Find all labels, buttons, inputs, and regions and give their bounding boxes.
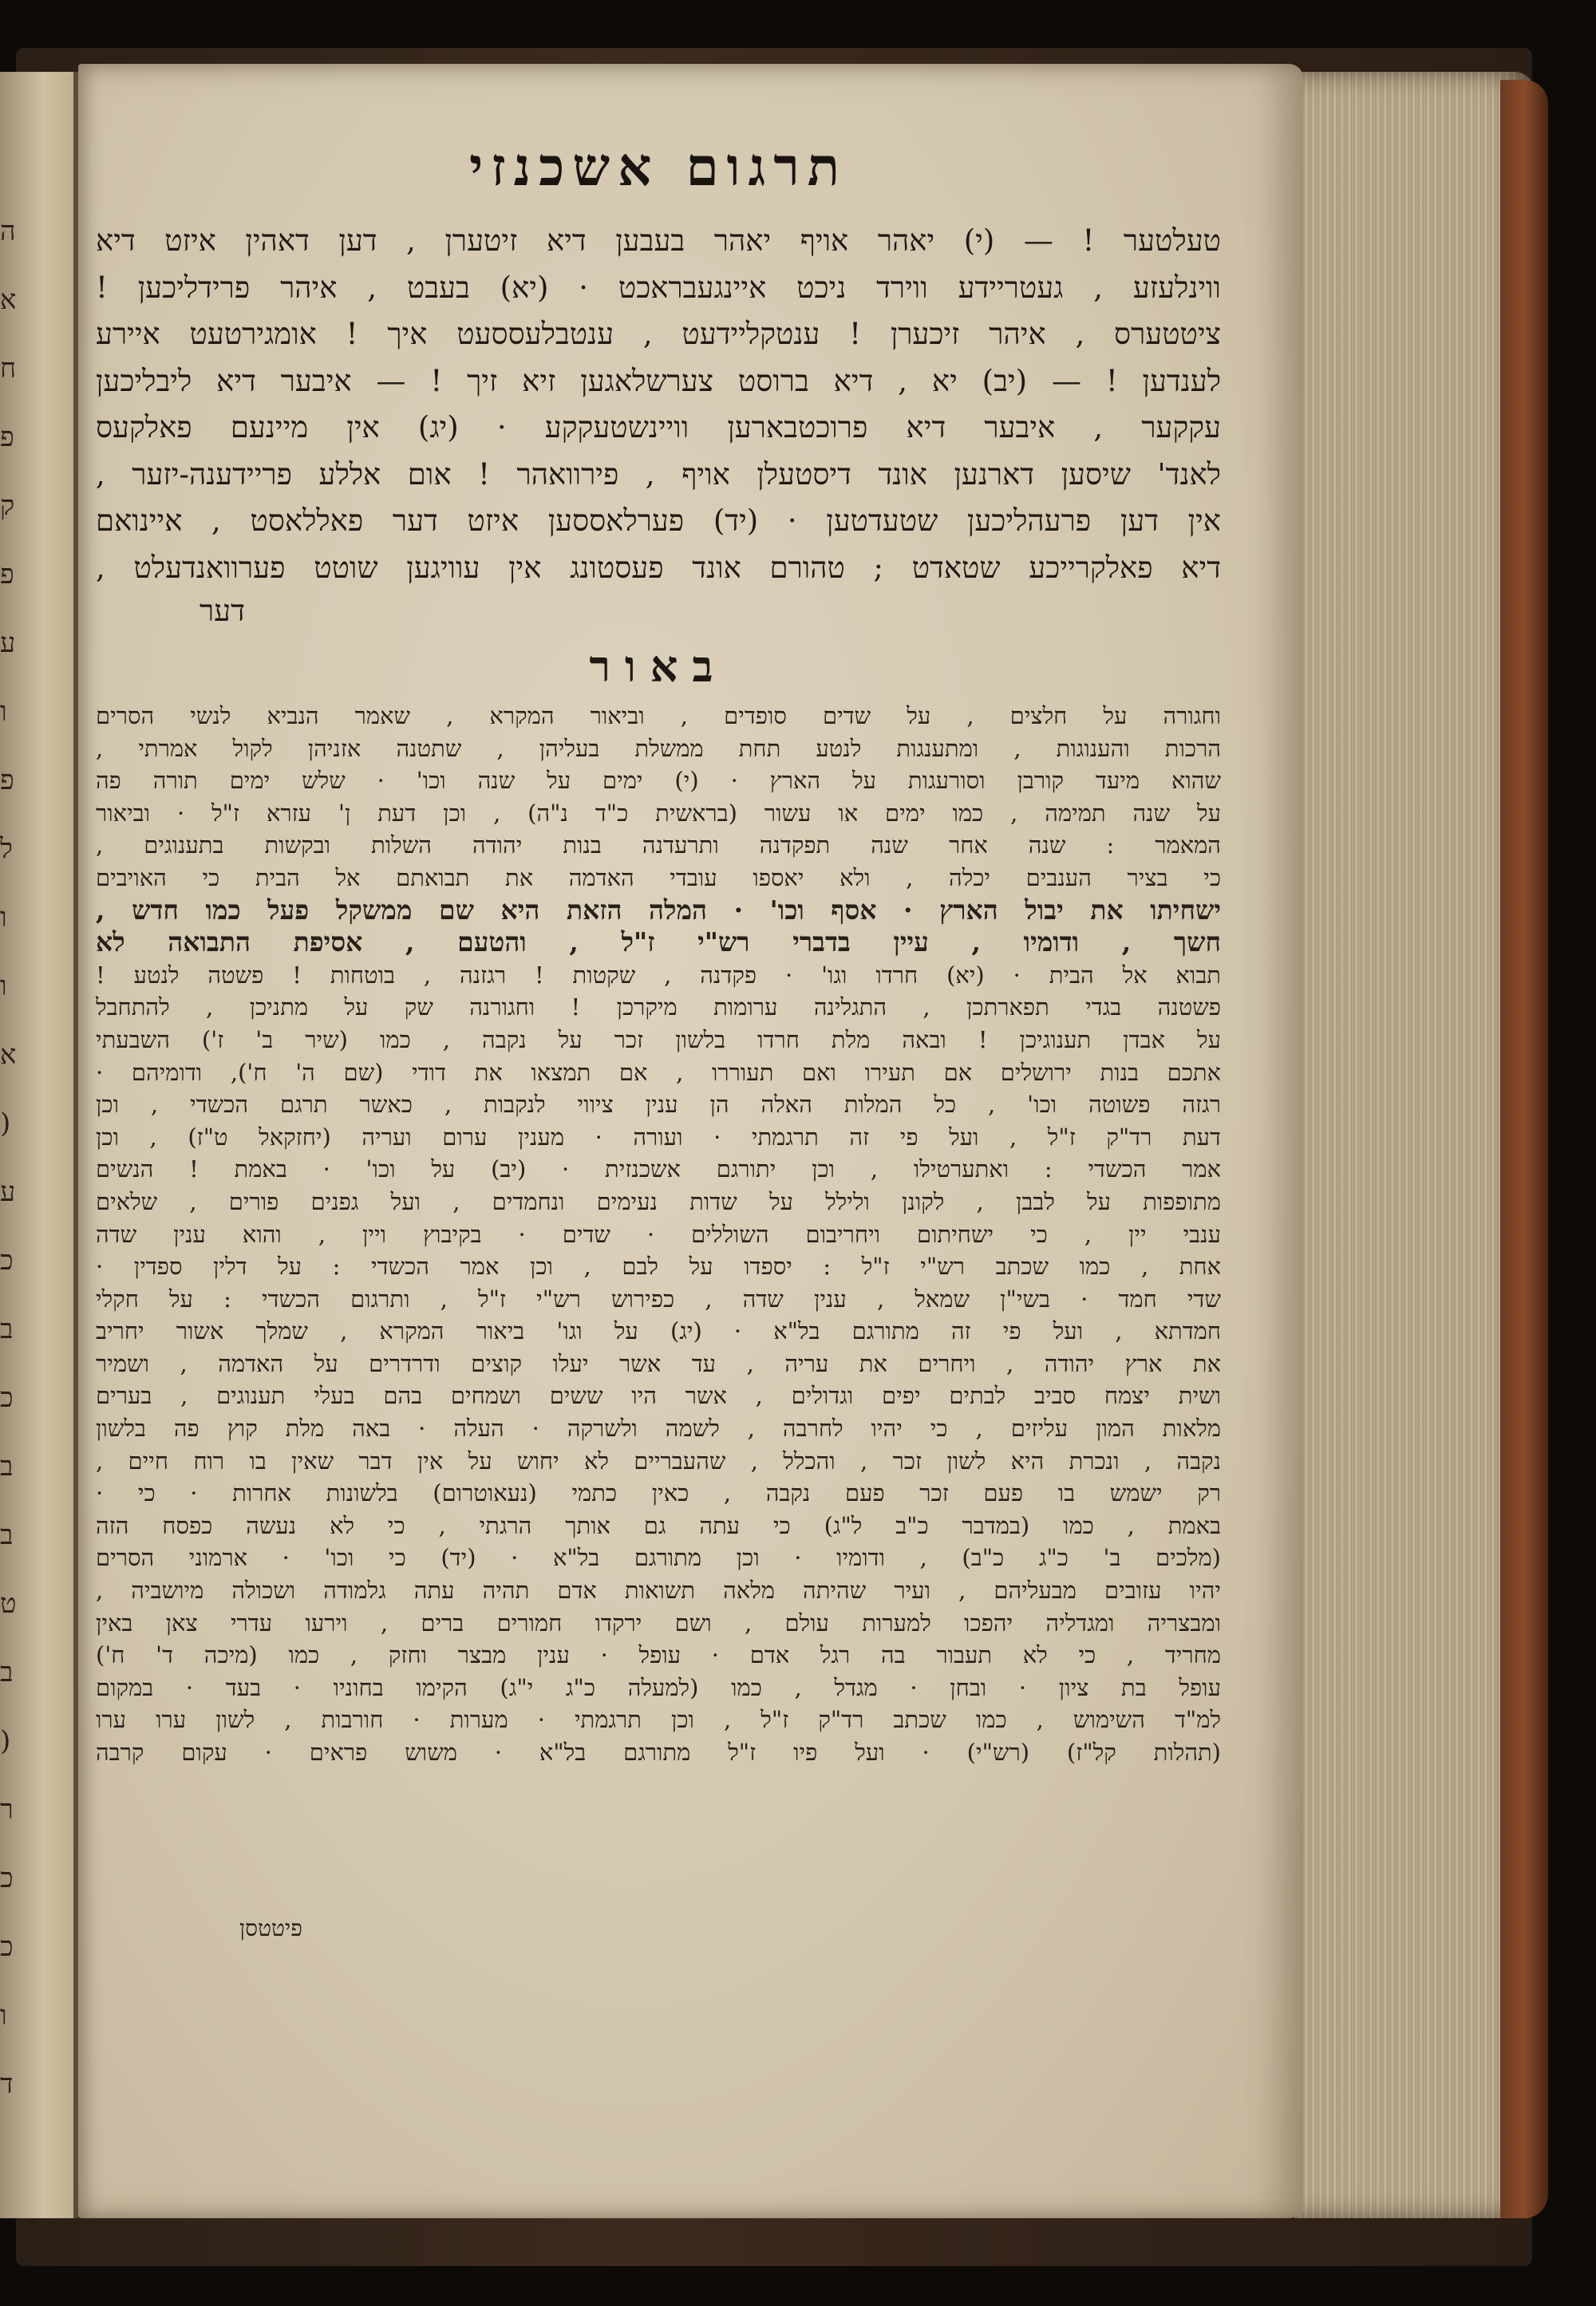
commentary-line: הרכות והענוגות , ומתענגות לנטע תחת ממשלת בעליהן , שתטנה אזניהן לקול אמרתי , bbox=[96, 734, 1221, 762]
commentary-line: את ארץ יהודה , ויחרים את עריה , עד אשר יעלו קוצים ודרדרים על האדמה , ושמיר bbox=[96, 1349, 1221, 1377]
translation-line: לענדען ! — (יב) יא , דיא ברוסט צערשלאגען זיא זיך ! — איבער דיא ליבליכען bbox=[96, 363, 1221, 398]
commentary-line: יהיו עזובים מבעליהם , ועיר שהיתה מלאה תשואות אדם תהיה עתה גלמודה ושכולה מיושביה , bbox=[96, 1577, 1221, 1605]
left-page-letter: ה bbox=[0, 215, 16, 247]
left-page-letter: ק bbox=[0, 490, 15, 522]
commentary-line: שהוא מיעד קורבן וסורעגות על הארץ · (י) ימים על שנה וכו' · שלש ימים תורה פה bbox=[96, 767, 1221, 795]
left-page-letter: פ bbox=[0, 421, 14, 453]
translation-line: עקקער , איבער דיא פרוכטבארען וויינשטעקקע · (יג) אין מיינעם פאלקעס bbox=[96, 410, 1221, 444]
commentary-line: תבוא אל הבית · (יא) חרדו וגו' · פקדנה , שקטות ! רגזנה , בוטחות ! פשטה לנטע ! bbox=[96, 961, 1221, 989]
left-page-letter: ע bbox=[0, 627, 16, 659]
left-page-letter: ו bbox=[0, 696, 7, 728]
commentary-line: באמת , כמו (במדבר כ"ב ל"ג) כי עתה גם אותך הרגתי , כי לא נעשה כפסח הזה bbox=[96, 1511, 1221, 1539]
book-spine bbox=[1500, 80, 1548, 2218]
commentary-line: נקבה , ונכרת היא לשון זכר , והכלל , שהעבריים לא יחוש על אין דבר שאין בו רוח חיים , bbox=[96, 1447, 1221, 1475]
translation-line: ציטטערס , איהר זיכערן ! ענטקליידעט , ענטבלעססעט איך ! אומגירטעט איירע bbox=[96, 317, 1221, 351]
left-page-letter: ב bbox=[0, 1313, 14, 1345]
left-page-letter: כ bbox=[0, 1862, 14, 1894]
commentary-catchword: פיטטסן bbox=[239, 1915, 302, 1941]
commentary-line: חשך , ודומיו , עיין בדברי רש"י ז"ל , והטעם , אסיפת התבואה לא bbox=[96, 926, 1221, 958]
commentary-line: ענבי יין , כי ישחיתום ויחריבום השוללים · שדים · בקיבוץ ויין , והוא ענין שדה bbox=[96, 1220, 1221, 1248]
commentary-heading: באור bbox=[589, 641, 728, 692]
left-page-letter: כ bbox=[0, 1245, 14, 1277]
left-page-letter: ב bbox=[0, 1656, 14, 1688]
commentary-line: למ"ד השימוש , כמו שכתב רד"ק ז"ל , וכן תרגמתי · מערות · חורבות , לשון ערו ערו bbox=[96, 1706, 1221, 1734]
translation-block bbox=[96, 218, 1221, 591]
commentary-line: מחריד , כי לא תעבור בה רגל אדם · עופל · ענין מבצר וחזק , כמו (מיכה ד' ח') bbox=[96, 1641, 1221, 1669]
commentary-line: עופל בת ציון · ובחן · מגדל , כמו (למעלה כ"ג י"ג) הקימו בחוניו · בעד · במקום bbox=[96, 1673, 1221, 1701]
commentary-line: חמדתא , ועל פי זה מתורגם בל"א · (יג) על וגו' ביאור המקרא , שמלך אשור יחריב bbox=[96, 1317, 1221, 1345]
left-page-letter: ח bbox=[0, 353, 17, 385]
translation-line: לאנד' שיסען דארנען אונד דיסטעלן אויף , פירוואהר ! אום אללע פריידענה-יזער , bbox=[96, 456, 1221, 492]
left-page-letter: ו bbox=[0, 2000, 7, 2032]
commentary-line: (מלכים ב' כ"ג כ"ב) , ודומיו · וכן מתורגם בל"א · (יד) כי וכו' · ארמוני הסרים bbox=[96, 1544, 1221, 1572]
translation-line: אין דען פרעהליכען שטעדטען · (יד) פערלאססען איזט דער פאללאסט , איינואם bbox=[96, 503, 1221, 538]
page-content bbox=[96, 120, 1221, 1769]
commentary-line: רגזה פשוטה וכו' , כל המלות האלה הן ענין ציווי לנקבות , כאשר תרגם הכשדי , וכן bbox=[96, 1091, 1221, 1119]
commentary-line: ושית יצמח סביב לבתים יפים וגדולים , אשר היו ששים ושמחים בהם בעלי תענוגים , בערים bbox=[96, 1382, 1221, 1410]
commentary-line: ומבצריה ומגדליה יהפכו למערות עולם , ושם ירקדו חמורים ברים , וירעו עדרי צאן באין bbox=[96, 1609, 1221, 1637]
commentary-line: כי בציר הענבים יכלה , ולא יאספו עובדי האדמה את תבואתם אל הבית כי האויבים bbox=[96, 863, 1221, 891]
commentary-line: ישחיתו את יבול הארץ · אסף וכו' · המלה הזאת היא שם ממשקל פעל כמו חדש , bbox=[96, 894, 1221, 926]
left-page-letter: ד bbox=[0, 2068, 14, 2100]
translation-line: דיא פאלקרייכע שטאדט ; טהורם אונד פעסטונג אין עוויגען שוטט פערוואנדעלט , bbox=[96, 550, 1221, 585]
left-page-letter: ל bbox=[0, 833, 13, 865]
commentary-line: אתכם בנות ירושלים אם תעירו ואם תעוררו , אם תמצאו את דודי (שם ה' ח'), ודומיהם · bbox=[96, 1058, 1221, 1086]
commentary-line: מלאות המון עליזים , כי יהיו לחרבה , לשמה ולשרקה · העלה · באה מלת קוץ פה בלשון bbox=[96, 1415, 1221, 1443]
page-title: תרגום אשכנזי bbox=[468, 136, 848, 198]
left-page-letter: ו bbox=[0, 970, 7, 1002]
commentary-line: רק ישמש בו פעם זכר פעם נקבה , כאין כתמי (נעאוטרום) בלשונות אחרות · כי · bbox=[96, 1479, 1221, 1507]
commentary-line: אחת , כמו שכתב רש"י ז"ל : יספדו על לבם , וכן אמר הכשדי : על דלין ספדין · bbox=[96, 1253, 1221, 1281]
left-page-letter: כ bbox=[0, 1931, 14, 1963]
left-page-letter: ( bbox=[0, 1108, 11, 1139]
commentary-line: דעת רד"ק ז"ל , ועל פי זה תרגמתי · ועורה · מענין ערום ועריה (יחזקאל ט"ז) , וכן bbox=[96, 1123, 1221, 1151]
commentary-line: אמר הכשדי : ואתערטילו , וכן יתורגם אשכנזית · (יב) על וכו' · באמת ! הנשים bbox=[96, 1155, 1221, 1183]
left-page bbox=[0, 72, 78, 2218]
left-page-letter: כ bbox=[0, 1382, 14, 1414]
left-page-letter: א bbox=[0, 1039, 17, 1071]
left-page-letter: ר bbox=[0, 1794, 14, 1826]
left-page-letters bbox=[0, 215, 73, 2130]
left-page-letter: ו bbox=[0, 902, 7, 934]
left-page-letter: ב bbox=[0, 1519, 14, 1551]
commentary-line: (תהלות קל"ז) (רש"י) · ועל פיו ז"ל מתורגם בל"א · משוש פראים · עקום קרבה bbox=[96, 1739, 1221, 1766]
left-page-letter: ( bbox=[0, 1725, 11, 1757]
translation-line: טעלטער ! — (י) יאהר אויף יאהר בעבען דיא זיטערן , דען דאהין איזט דיא bbox=[96, 223, 1221, 258]
left-page-letter: ע bbox=[0, 1176, 16, 1208]
commentary-line: שדי חמד · בשי"ן שמאל , ענין שדה , כפירוש רש"י ז"ל , ותרגום הכשדי : על חקלי bbox=[96, 1285, 1221, 1313]
left-page-letter: ט bbox=[0, 1588, 17, 1620]
left-page-letter: פ bbox=[0, 764, 14, 796]
commentary-line: על שנה תמימה , כמו ימים או עשור (בראשית כ"ד נ"ה) , וכן דעת ן' עזרא ז"ל · וביאור bbox=[96, 799, 1221, 827]
commentary-line: פשטנה בגדי תפארתכן , התגלינה ערומות מיקרכן ! וחגורנה שק על מתניכן , להתחבל bbox=[96, 993, 1221, 1021]
translation-catchword: דער bbox=[200, 594, 245, 628]
translation-line: ווינלעזע , געטריידע ווירד ניכט איינגעבראכט · (יא) בעבט , איהר פרידליכען ! bbox=[96, 270, 1221, 305]
commentary-line: מתופפות על לבבן , לקונן ולילל על שדות נעימים ונחמדים , ועל גפנים פורים , שלאים bbox=[96, 1187, 1221, 1215]
commentary-line: המאמר : שנה אחר שנה תפקדנה ותרעדנה בנות יהודה השלות ובקשות בתענוגים , bbox=[96, 831, 1221, 859]
commentary-line: על אבדן תענוגיכן ! ובאה מלת חרדו בלשון זכר על נקבה , כמו (שיר ב' ז') השבעתי bbox=[96, 1025, 1221, 1053]
commentary-block bbox=[96, 700, 1221, 1769]
page-edges bbox=[1294, 72, 1534, 2218]
left-page-letter: פ bbox=[0, 559, 14, 590]
left-page-letter: א bbox=[0, 284, 17, 316]
commentary-line: וחגורה על חלצים , על שדים סופדים , וביאור המקרא , שאמר הנביא לנשי הסרים bbox=[96, 702, 1221, 729]
left-page-letter: ב bbox=[0, 1451, 14, 1483]
